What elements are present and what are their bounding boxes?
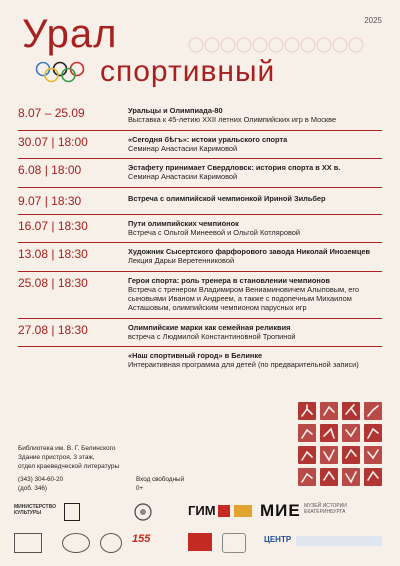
age-rating: 0+ — [136, 484, 144, 492]
mie-logo: МИЕ — [260, 501, 301, 520]
event-title: Встреча с олимпийской чемпионкой Ириной Зильбер — [128, 193, 326, 203]
event-item — [18, 131, 382, 160]
sport-logo — [222, 533, 246, 553]
event-date: 16.07 | 18:30 — [18, 218, 88, 233]
v155-logo — [132, 533, 150, 545]
event-desc: Семинар Анастасии Каримовой — [128, 143, 238, 153]
event-item — [18, 159, 382, 188]
event-title: «Сегодня бѣгъ»: истоки уральского спорта — [128, 134, 288, 144]
red-logo — [218, 505, 230, 517]
event-date: 6.08 | 18:00 — [18, 163, 82, 177]
orange-logo — [234, 505, 252, 517]
event-desc: Встреча с Ольгой Минеевой и Ольгой Котляровой — [128, 227, 301, 237]
partner-logos — [12, 503, 388, 559]
event-title: Пути олимпийских чемпионок — [128, 218, 239, 228]
library-logo — [64, 503, 80, 521]
event-title: Эстафету принимает Свердловск: история спорта в ХХ в. — [128, 163, 341, 172]
event-date: 30.07 | 18:00 — [18, 134, 88, 149]
red-square-logo — [188, 533, 212, 551]
centre-logo-bar — [296, 536, 382, 546]
event-title: «Наш спортивный город» в Белинке — [128, 351, 263, 360]
year: 2025 — [364, 16, 382, 25]
event-desc: Встреча с тренером Владимиром Вениаминовичем Алыповым, его сыновьями Иваном и Андреем, а также с подопечным Михаилом Асташовым, олимпийским чемпионом парусных игр — [128, 284, 360, 313]
building-info: Здание пристроя, 3 этаж, — [18, 453, 95, 461]
event-date: 13.08 | 18:30 — [18, 247, 88, 261]
event-title: Олимпийские марки как семейная реликвия — [128, 322, 291, 332]
library-name: Библиотека им. В. Г. Белинского — [18, 445, 116, 452]
event-date: 25.08 | 18:30 — [18, 275, 88, 290]
event-date: 8.07 – 25.09 — [18, 106, 85, 120]
event-item — [18, 215, 382, 244]
ministry-logo — [14, 505, 54, 516]
phone-ext: (доб. 346) — [18, 484, 47, 492]
event-item — [18, 347, 382, 375]
small-logo-2 — [62, 533, 90, 553]
sports-pictograms — [296, 400, 386, 492]
event-desc: встреча с Людмилой Константиновной Тропиной — [128, 331, 296, 341]
event-title: Уральцы и Олимпиада-80 — [128, 106, 223, 115]
event-item — [18, 243, 382, 272]
small-logo-1 — [14, 533, 42, 553]
event-date — [18, 351, 128, 370]
department: отдел краеведческой литературы — [18, 462, 120, 470]
event-date: 27.08 | 18:30 — [18, 322, 88, 337]
small-logo-3 — [100, 533, 122, 553]
event-desc: Лекция Дарьи Веретенниковой — [128, 256, 235, 266]
address-block — [18, 445, 119, 471]
v155-logo-text: 155 — [132, 533, 151, 545]
events-list — [18, 100, 382, 375]
decorative-circles — [188, 36, 368, 54]
emblem-logo — [132, 503, 154, 521]
event-desc: Выставка к 45-летию XXII летних Олимпийских игр в Москве — [128, 115, 337, 125]
title-line2: спортивный — [100, 55, 276, 88]
centre-logo: ЦЕНТР — [264, 535, 292, 544]
title-line1: Урал — [22, 12, 118, 56]
event-item — [18, 272, 382, 319]
event-desc: Семинар Анастасии Каримовой — [128, 172, 238, 182]
event-desc: Интерактивная программа для детей (по предварительной записи) — [128, 360, 359, 370]
ministry-logo-text: МИНИСТЕРСТВО КУЛЬТУРЫ — [14, 504, 56, 516]
event-title: Герои спорта: роль тренера в становлении чемпионов — [128, 275, 330, 285]
event-date: 9.07 | 18:30 — [18, 193, 82, 208]
event-item — [18, 188, 382, 215]
mie-logo-subtitle: МУЗЕЙ ИСТОРИИ ЕКАТЕРИНБУРГА — [304, 503, 347, 515]
olympic-rings-icon — [34, 61, 88, 83]
entry-free: Вход свободный — [136, 476, 185, 483]
phone-block — [18, 476, 63, 493]
phone-number: (343) 304-60-20 — [18, 476, 64, 483]
event-item — [18, 100, 382, 131]
entry-block — [136, 476, 184, 493]
event-item — [18, 319, 382, 348]
gim-logo: ГИМ — [188, 503, 216, 518]
event-title: Художник Сысертского фарфорового завода Николай Иноземцев — [128, 247, 371, 256]
